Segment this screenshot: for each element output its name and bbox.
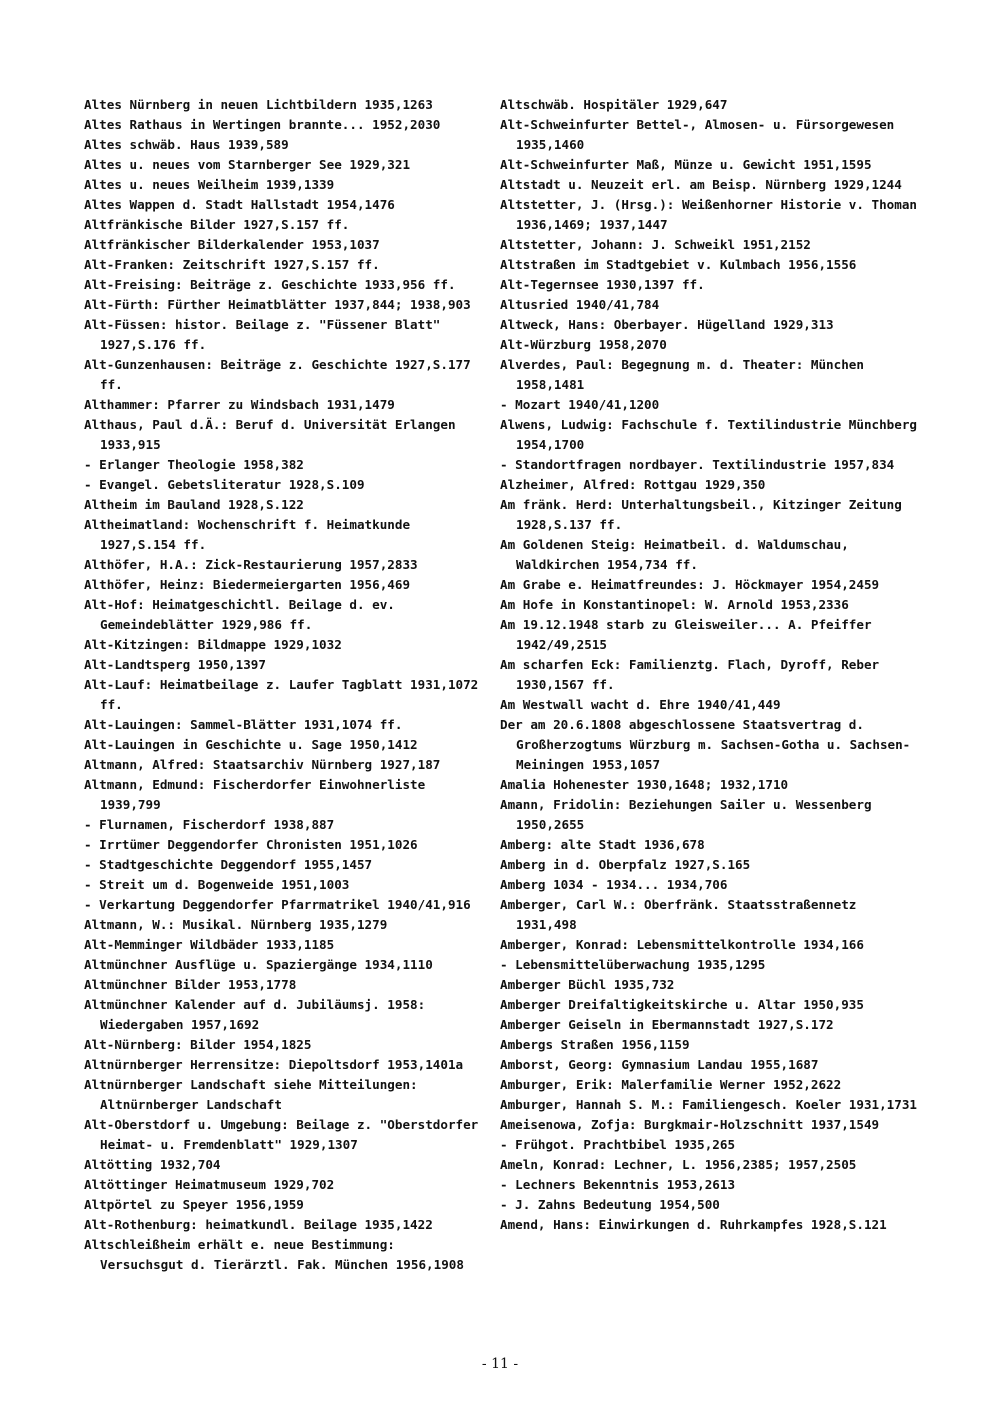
index-entry: Altes Nürnberg in neuen Lichtbildern 1935,1263 (84, 97, 433, 112)
index-entry: Am 19.12.1948 starb zu Gleisweiler... A. Pfeiffer 1942/49,2515 (500, 617, 872, 652)
index-entry: Althammer: Pfarrer zu Windsbach 1931,1479 (84, 397, 395, 412)
index-entry: Alt-Nürnberg: Bilder 1954,1825 (84, 1037, 312, 1052)
index-entry: Altmünchner Kalender auf d. Jubiläumsj. 1958: Wiedergaben 1957,1692 (84, 997, 426, 1032)
index-entry: Altfränkischer Bilderkalender 1953,1037 (84, 237, 380, 252)
index-entry: Alverdes, Paul: Begegnung m. d. Theater: München 1958,1481 (500, 357, 864, 392)
index-entry: Amburger, Hannah S. M.: Familiengesch. Koeler 1931,1731 (500, 1097, 918, 1112)
index-entry: Altmünchner Ausflüge u. Spaziergänge 1934,1110 (84, 957, 433, 972)
index-entry: Am fränk. Herd: Unterhaltungsbeil., Kitzinger Zeitung 1928,S.137 ff. (500, 497, 902, 532)
index-column-right (500, 95, 920, 1235)
index-entry: Amborst, Georg: Gymnasium Landau 1955,1687 (500, 1057, 819, 1072)
index-entry: Ameln, Konrad: Lechner, L. 1956,2385; 1957,2505 (500, 1157, 857, 1172)
index-entry: Am Goldenen Steig: Heimatbeil. d. Waldumschau, Waldkirchen 1954,734 ff. (500, 537, 849, 572)
index-entry: Altes u. neues vom Starnberger See 1929,321 (84, 157, 411, 172)
index-entry: Altschleißheim erhält e. neue Bestimmung: Versuchsgut d. Tierärztl. Fak. München 1956,1908 (84, 1237, 464, 1272)
index-entry: Alt-Füssen: histor. Beilage z. "Füssener Blatt" 1927,S.176 ff. (84, 317, 441, 352)
index-entry: Alt-Kitzingen: Bildmappe 1929,1032 (84, 637, 342, 652)
index-entry: Altstadt u. Neuzeit erl. am Beisp. Nürnberg 1929,1244 (500, 177, 902, 192)
index-entry: Altes u. neues Weilheim 1939,1339 (84, 177, 335, 192)
index-entry: Amburger, Erik: Malerfamilie Werner 1952,2622 (500, 1077, 842, 1092)
index-entry: Alt-Hof: Heimatgeschichtl. Beilage d. ev. Gemeindeblätter 1929,986 ff. (84, 597, 395, 632)
index-entry: Alt-Memminger Wildbäder 1933,1185 (84, 937, 335, 952)
index-entry: Altfränkische Bilder 1927,S.157 ff. (84, 217, 350, 232)
index-entry: Altstetter, J. (Hrsg.): Weißenhorner Historie v. Thoman 1936,1469; 1937,1447 (500, 197, 918, 232)
index-entry: Alt-Schweinfurter Bettel-, Almosen- u. Fürsorgewesen 1935,1460 (500, 117, 895, 152)
index-entry: Am Grabe e. Heimatfreundes: J. Höckmayer 1954,2459 (500, 577, 880, 592)
index-entry: Alzheimer, Alfred: Rottgau 1929,350 (500, 477, 766, 492)
index-entry: - Frühgot. Prachtbibel 1935,265 (500, 1137, 736, 1152)
index-entry: - Verkartung Deggendorfer Pfarrmatrikel 1940/41,916 (84, 897, 471, 912)
index-entry: - Erlanger Theologie 1958,382 (84, 457, 304, 472)
index-entry: - Irrtümer Deggendorfer Chronisten 1951,1026 (84, 837, 418, 852)
index-entry: Alt-Tegernsee 1930,1397 ff. (500, 277, 705, 292)
index-entry: Am scharfen Eck: Familienztg. Flach, Dyroff, Reber 1930,1567 ff. (500, 657, 880, 692)
index-entry: - Mozart 1940/41,1200 (500, 397, 660, 412)
index-entry: - Flurnamen, Fischerdorf 1938,887 (84, 817, 335, 832)
index-entry: Amberger Büchl 1935,732 (500, 977, 675, 992)
index-entry: - Stadtgeschichte Deggendorf 1955,1457 (84, 857, 373, 872)
index-entry: Der am 20.6.1808 abgeschlossene Staatsvertrag d. Großherzogtums Würzburg m. Sachsen-Gotha u. Sachsen-Meiningen 1953,1057 (500, 717, 911, 772)
index-entry: Altes Rathaus in Wertingen brannte... 1952,2030 (84, 117, 441, 132)
index-entry: Alwens, Ludwig: Fachschule f. Textilindustrie Münchberg 1954,1700 (500, 417, 918, 452)
index-entry: Alt-Fürth: Fürther Heimatblätter 1937,844; 1938,903 (84, 297, 471, 312)
index-entry: Alt-Rothenburg: heimatkundl. Beilage 1935,1422 (84, 1217, 433, 1232)
index-entry: Amberger, Konrad: Lebensmittelkontrolle 1934,166 (500, 937, 864, 952)
page-number: - 11 - (481, 1356, 519, 1372)
index-entry: Ameisenowa, Zofja: Burgkmair-Holzschnitt 1937,1549 (500, 1117, 880, 1132)
index-entry: Alt-Franken: Zeitschrift 1927,S.157 ff. (84, 257, 380, 272)
index-entry: Altusried 1940/41,784 (500, 297, 660, 312)
index-entry: Altöttinger Heimatmuseum 1929,702 (84, 1177, 335, 1192)
index-entry: Alt-Oberstdorf u. Umgebung: Beilage z. "Oberstdorfer Heimat- u. Fremdenblatt" 1929,1307 (84, 1117, 479, 1152)
index-column-left (84, 95, 484, 1275)
index-entry: Alt-Freising: Beiträge z. Geschichte 1933,956 ff. (84, 277, 456, 292)
index-entry: - Lebensmittelüberwachung 1935,1295 (500, 957, 766, 972)
index-entry: Amberger Geiseln in Ebermannstadt 1927,S.172 (500, 1017, 834, 1032)
index-entry: Amend, Hans: Einwirkungen d. Ruhrkampfes 1928,S.121 (500, 1217, 887, 1232)
index-entry: - Standortfragen nordbayer. Textilindustrie 1957,834 (500, 457, 895, 472)
index-entry: Amalia Hohenester 1930,1648; 1932,1710 (500, 777, 789, 792)
index-entry: Altmünchner Bilder 1953,1778 (84, 977, 297, 992)
index-entry: Ambergs Straßen 1956,1159 (500, 1037, 690, 1052)
index-entry: Altheim im Bauland 1928,S.122 (84, 497, 304, 512)
index-entry: - Streit um d. Bogenweide 1951,1003 (84, 877, 350, 892)
index-entry: Alt-Schweinfurter Maß, Münze u. Gewicht 1951,1595 (500, 157, 872, 172)
index-entry: Altnürnberger Herrensitze: Diepoltsdorf 1953,1401a (84, 1057, 464, 1072)
index-entry: Amann, Fridolin: Beziehungen Sailer u. Wessenberg 1950,2655 (500, 797, 872, 832)
index-entry: Altmann, Alfred: Staatsarchiv Nürnberg 1927,187 (84, 757, 441, 772)
index-entry: Althöfer, H.A.: Zick-Restaurierung 1957,2833 (84, 557, 418, 572)
index-entry: Altweck, Hans: Oberbayer. Hügelland 1929,313 (500, 317, 834, 332)
index-entry: Altstraßen im Stadtgebiet v. Kulmbach 1956,1556 (500, 257, 857, 272)
index-entry: Alt-Gunzenhausen: Beiträge z. Geschichte 1927,S.177 ff. (84, 357, 471, 392)
index-entry: - Evangel. Gebetsliteratur 1928,S.109 (84, 477, 365, 492)
index-entry: Altschwäb. Hospitäler 1929,647 (500, 97, 728, 112)
index-entry: Altes schwäb. Haus 1939,589 (84, 137, 289, 152)
index-entry: Amberger, Carl W.: Oberfränk. Staatsstraßennetz 1931,498 (500, 897, 857, 932)
index-entry: Alt-Lauingen: Sammel-Blätter 1931,1074 ff. (84, 717, 403, 732)
index-entry: Am Westwall wacht d. Ehre 1940/41,449 (500, 697, 781, 712)
index-entry: Altötting 1932,704 (84, 1157, 221, 1172)
index-entry: Althöfer, Heinz: Biedermeiergarten 1956,469 (84, 577, 411, 592)
index-entry: Altpörtel zu Speyer 1956,1959 (84, 1197, 304, 1212)
index-entry: Althaus, Paul d.Ä.: Beruf d. Universität Erlangen 1933,915 (84, 417, 456, 452)
index-entry: Alt-Würzburg 1958,2070 (500, 337, 667, 352)
index-entry: Altstetter, Johann: J. Schweikl 1951,2152 (500, 237, 811, 252)
index-entry: Altes Wappen d. Stadt Hallstadt 1954,1476 (84, 197, 395, 212)
index-entry: Amberg in d. Oberpfalz 1927,S.165 (500, 857, 751, 872)
index-entry: Altmann, Edmund: Fischerdorfer Einwohnerliste 1939,799 (84, 777, 426, 812)
index-entry: Amberger Dreifaltigkeitskirche u. Altar 1950,935 (500, 997, 864, 1012)
index-entry: Altheimatland: Wochenschrift f. Heimatkunde 1927,S.154 ff. (84, 517, 411, 552)
index-entry: Amberg: alte Stadt 1936,678 (500, 837, 705, 852)
index-entry: Altnürnberger Landschaft siehe Mitteilungen: Altnürnberger Landschaft (84, 1077, 418, 1112)
index-entry: - J. Zahns Bedeutung 1954,500 (500, 1197, 720, 1212)
index-entry: Am Hofe in Konstantinopel: W. Arnold 1953,2336 (500, 597, 849, 612)
index-entry: Alt-Landtsperg 1950,1397 (84, 657, 266, 672)
index-entry: Altmann, W.: Musikal. Nürnberg 1935,1279 (84, 917, 388, 932)
index-entry: Alt-Lauingen in Geschichte u. Sage 1950,1412 (84, 737, 418, 752)
index-entry: Amberg 1034 - 1934... 1934,706 (500, 877, 728, 892)
index-entry: - Lechners Bekenntnis 1953,2613 (500, 1177, 736, 1192)
index-entry: Alt-Lauf: Heimatbeilage z. Laufer Tagblatt 1931,1072 ff. (84, 677, 479, 712)
